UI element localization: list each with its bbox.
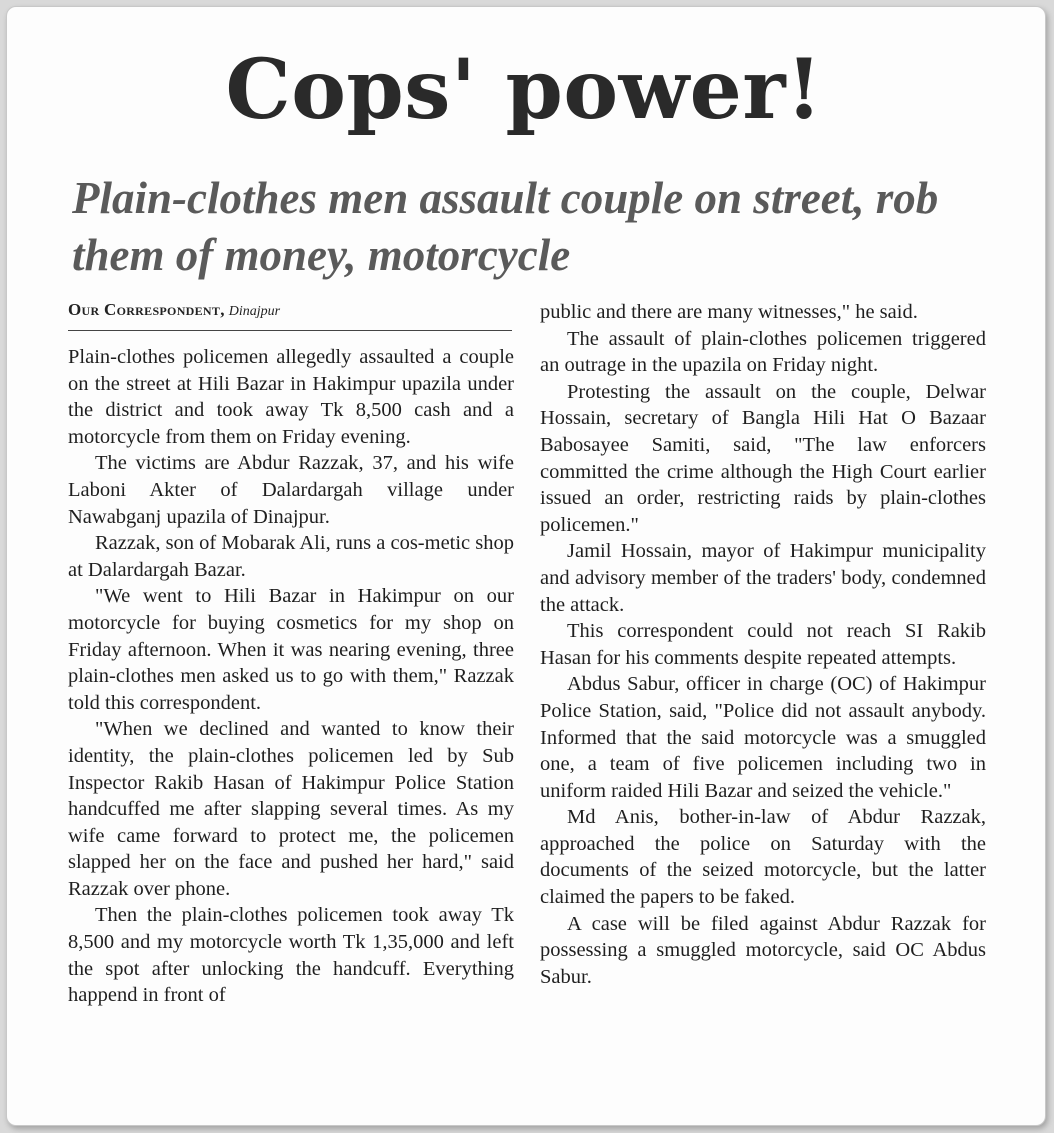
paragraph: Plain-clothes policemen allegedly assaulted a couple on the street at Hili Bazar in Hakimpur upazila under the district and took away Tk 8,500 cash and a motorcycle from them on Friday evening.	[68, 346, 514, 448]
paragraph: "When we declined and wanted to know their identity, the plain-clothes policemen led by Sub Inspector Rakib Hasan of Hakimpur Police Station handcuffed me after slapping several times. As my wife came forward to protect me, the policemen slapped her on the face and pushed her hard," said Razzak over phone.	[68, 718, 514, 900]
paragraph: This correspondent could not reach SI Rakib Hasan for his comments despite repeated attempts.	[540, 620, 986, 669]
paragraph: Abdus Sabur, officer in charge (OC) of Hakimpur Police Station, said, "Police did not assault anybody. Informed that the said motorcycle was a smuggled one, a team of five policemen including two in uniform raided Hili Bazar and seized the vehicle."	[540, 673, 986, 802]
paragraph: Razzak, son of Mobarak Ali, runs a cos-metic shop at Dalardargah Bazar.	[68, 532, 515, 581]
paragraph: The assault of plain-clothes policemen triggered an outrage in the upazila on Friday night.	[540, 327, 986, 377]
paragraph: "We went to Hili Bazar in Hakimpur on our motorcycle for buying cosmetics for my shop on Friday afternoon. When it was nearing evening, three plain-clothes men asked us to go with them," Razzak told this correspondent.	[68, 585, 514, 714]
paragraph: Md Anis, bother-in-law of Abdur Razzak, approached the police on Saturday with the documents of the seized motorcycle, but the latter claimed the papers to be faked.	[540, 806, 986, 909]
article-column-2	[540, 299, 986, 990]
byline	[68, 300, 512, 331]
byline-place: Dinajpur	[228, 304, 281, 319]
paragraph: Protesting the assault on the couple, Delwar Hossain, secretary of Bangla Hili Hat O Bazaar Babosayee Samiti, said, "The law enforcers committed the crime although the High Court earlier issued an order, restricting raids by plain-clothes policemen."	[540, 380, 986, 536]
headline: Cops' power!	[225, 42, 823, 138]
paragraph: A case will be filed against Abdur Razzak for possessing a smuggled motorcycle, said OC Abdus Sabur.	[540, 912, 986, 988]
paragraph: Jamil Hossain, mayor of Hakimpur municipality and advisory member of the traders' body, condemned the attack.	[540, 540, 986, 616]
paragraph: The victims are Abdur Razzak, 37, and his wife Laboni Akter of Dalardargah village under Nawabganj upazila of Dinajpur.	[68, 452, 514, 528]
article-column-1	[68, 344, 514, 1009]
byline-name: Our Correspondent,	[68, 300, 225, 319]
subheadline: Plain-clothes men assault couple on street, rob them of money, motorcycle	[72, 173, 939, 280]
paragraph: Then the plain-clothes policemen took away Tk 8,500 and my motorcycle worth Tk 1,35,000 and left the spot after unlocking the handcuff. Everything happend in front of	[68, 904, 514, 1007]
paragraph: public and there are many witnesses," he said.	[540, 301, 918, 323]
